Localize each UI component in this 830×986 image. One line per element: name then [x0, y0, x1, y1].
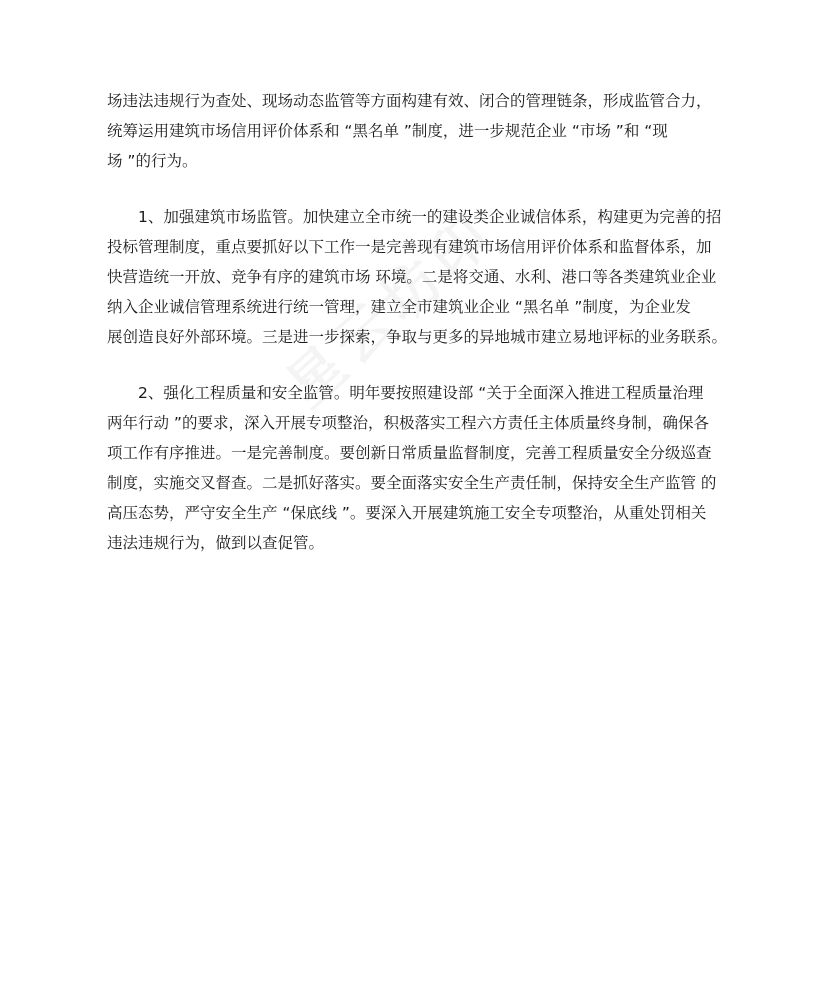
paragraph-line: 项工作有序推进。一是完善制度。要创新日常质量监督制度，完善工程质量安全分级巡查	[107, 444, 712, 462]
paragraph-line: 制度，实施交叉督查。二是抓好落实。要全面落实安全生产责任制，保持安全生产监管 的	[107, 474, 717, 492]
paragraph-3	[107, 378, 732, 558]
document-body	[107, 86, 732, 584]
paragraph-line: 场 ”的行为。	[107, 152, 198, 170]
paragraph-line: 两年行动 ”的要求，深入开展专项整治，积极落实工程六方责任主体质量终身制，确保各	[107, 414, 709, 432]
paragraph-1	[107, 86, 732, 176]
paragraph-line: 展创造良好外部环境。三是进一步探索，争取与更多的异地城市建立易地评标的业务联系。	[107, 328, 728, 346]
paragraph-2	[107, 202, 732, 352]
paragraph-line: 1、加强建筑市场监管。加快建立全市统一的建设类企业诚信体系，构建更为完善的招	[138, 208, 722, 226]
paragraph-line: 快营造统一开放、竞争有序的建筑市场 环境。二是将交通、水利、港口等各类建筑业企业	[107, 268, 717, 286]
paragraph-line: 违法违规行为，做到以查促管。	[107, 534, 325, 552]
paragraph-line: 高压态势，严守安全生产 “保底线 ”。要深入开展建筑施工安全专项整治，从重处罚相关	[107, 504, 707, 522]
paragraph-line: 2、强化工程质量和安全监管。明年要按照建设部 “关于全面深入推进工程质量治理	[138, 384, 704, 402]
paragraph-line: 纳入企业诚信管理系统进行统一管理，建立全市建筑业企业 “黑名单 ”制度，为企业发	[107, 298, 691, 316]
paragraph-line: 统筹运用建筑市场信用评价体系和 “黑名单 ”制度，进一步规范企业 “市场 ”和 “现	[107, 122, 668, 140]
paragraph-line: 投标管理制度，重点要抓好以下工作一是完善现有建筑市场信用评价体系和监督体系，加	[107, 238, 712, 256]
paragraph-line: 场违法违规行为查处、现场动态监管等方面构建有效、闭合的管理链条，形成监管合力，	[107, 92, 712, 110]
